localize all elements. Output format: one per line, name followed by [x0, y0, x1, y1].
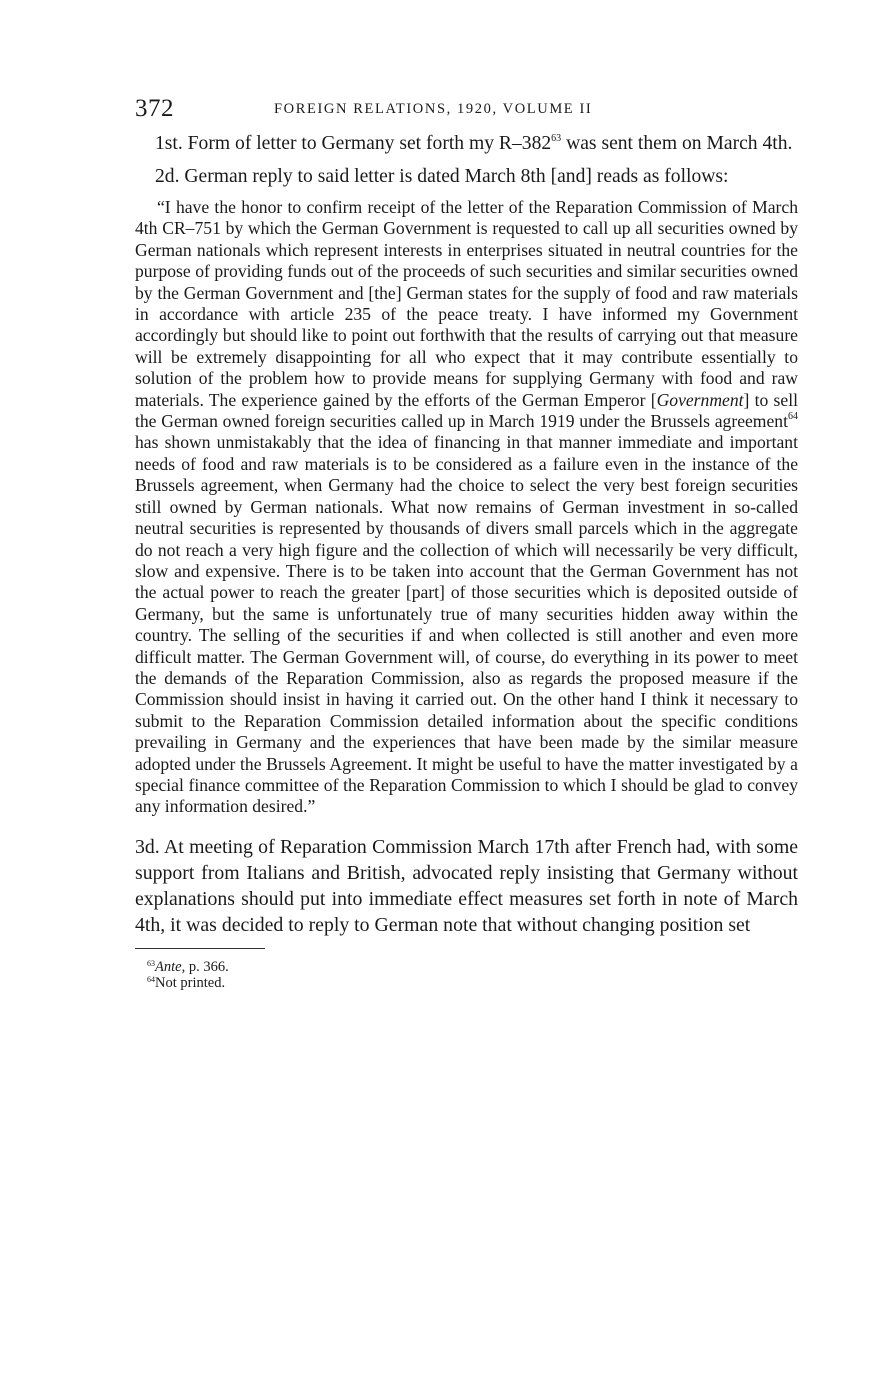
footnote-64 — [147, 975, 798, 991]
paragraph-1 — [135, 131, 798, 156]
paragraph-1-text-b: was sent them on March 4th. — [561, 133, 793, 154]
paragraph-3: 3d. At meeting of Reparation Commission March 17th after French had, with some support from Italians and British, advocated reply insisting that Germany without explanations should put into immediate effect measures set forth in note of March 4th, it was decided to reply to German note that without changing position set — [135, 835, 798, 936]
footnote-64-text: Not printed. — [155, 974, 226, 991]
footnote-63 — [147, 959, 798, 975]
page-number: 372 — [135, 95, 174, 122]
quoted-letter-part-1: “I have the honor to confirm receipt of the letter of the Reparation Commission of March 4th CR–751 by which the German Government is requested to call up all securities owned by German nationals which represent interests in enterprises situated in neutral countries for the purpose of providing funds out of the proceeds of such securities and similar securities owned by the German Government and [the] German states for the supply of food and raw materials in accordance with article 235 of the peace treaty. I have informed my Government accordingly but should like to point out forthwith that the results of carrying out that measure will be extremely disappointing for all who expect that it may contribute essentially to solution of the problem how to provide means for supplying Germany with food and raw materials. The experience gained by the efforts of the German Emperor [ — [135, 197, 798, 410]
quoted-letter — [135, 197, 798, 818]
paragraph-2: 2d. German reply to said letter is dated March 8th [and] reads as follows: — [155, 166, 729, 187]
footnote-ref-63: 63 — [551, 133, 562, 144]
quoted-letter-part-2: ] to sell the German owned foreign securities called up in March 1919 under the Brussels agreement — [135, 389, 798, 432]
paragraph-1-text-a: 1st. Form of letter to Germany set forth my R–382 — [155, 133, 552, 154]
quoted-letter-italic: Government — [656, 389, 744, 410]
footnote-63-italic: Ante, — [155, 958, 186, 975]
footnote-64-marker: 64 — [147, 974, 155, 984]
footnote-divider — [135, 948, 265, 949]
page-header — [135, 95, 798, 131]
footnote-63-text: p. 366. — [185, 958, 229, 975]
footnote-63-marker: 63 — [147, 958, 155, 968]
document-page — [135, 95, 798, 991]
running-head: FOREIGN RELATIONS, 1920, VOLUME II — [274, 101, 593, 117]
quoted-letter-part-3: has shown unmistakably that the idea of financing in that manner immediate and important needs of food and raw materials is to be considered as a failure even in the instance of the Brussels agreement, when Germany had the choice to select the very best foreign securities still owned by German nationals. What now remains of German investment in so-called neutral securities is represented by thousands of divers small parcels which in the aggregate do not reach a very high figure and the collection of which will necessarily be very difficult, slow and expensive. There is to be taken into account that the German Government has not the actual power to reach the greater [part] of those securities which is deposited outside of Germany, but the same is unfortunately true of many securities hidden away within the country. The selling of the securities if and when collected is still another and even more difficult matter. The German Government will, of course, do everything in its power to meet the demands of the Reparation Commission, also as regards the proposed measure if the Commission should insist in having it carried out. On the other hand I think it necessary to submit to the Reparation Commission detailed information about the specific conditions prevailing in Germany and the experiences that have been made by the similar measure adopted under the Brussels Agreement. It might be useful to have the matter investigated by a special finance committee of the Reparation Commission to which I should be glad to convey any information desired.” — [135, 432, 798, 817]
footnote-ref-64: 64 — [788, 411, 798, 423]
